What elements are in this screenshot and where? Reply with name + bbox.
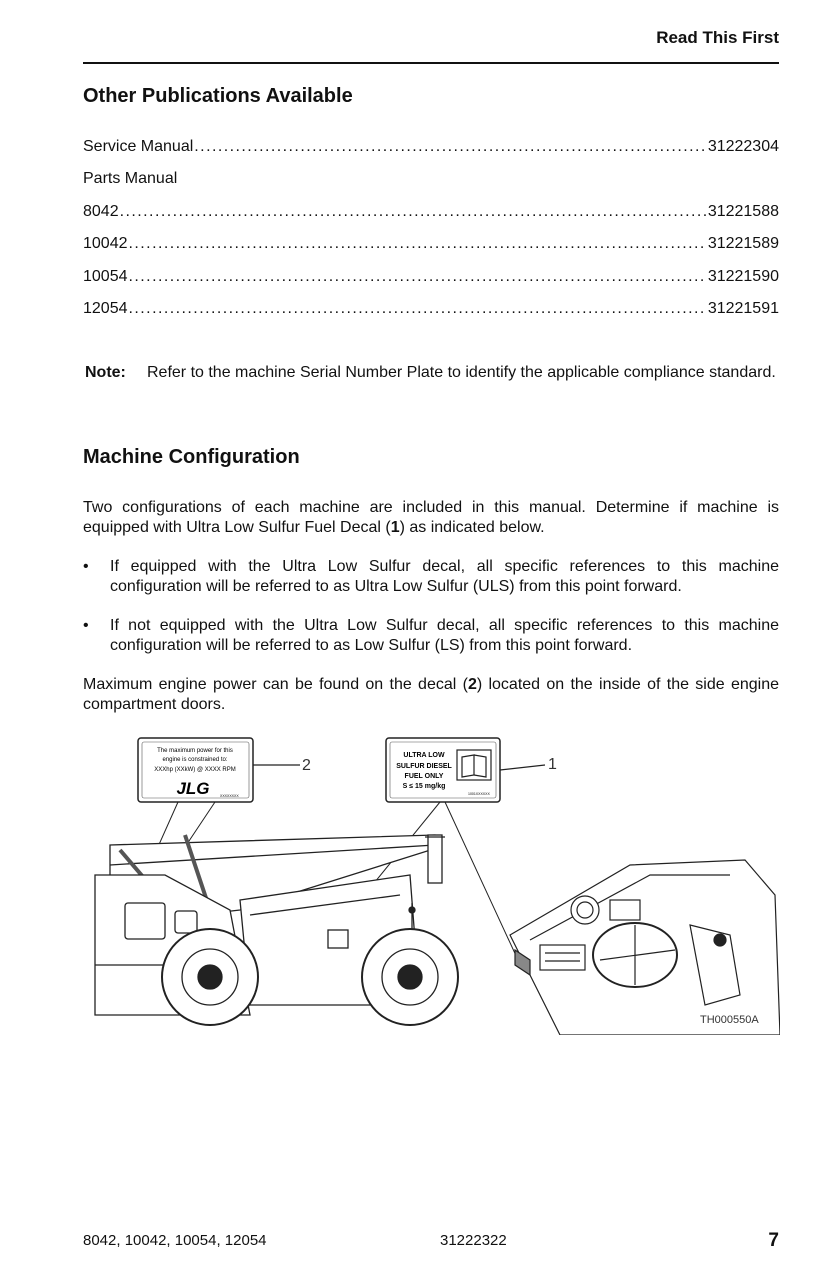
toc-leader-dots <box>129 300 707 318</box>
engine-power-paragraph <box>83 675 779 715</box>
toc-leader-dots <box>194 138 707 156</box>
decal1-line: FUEL ONLY <box>404 773 444 780</box>
callout-2: 2 <box>302 757 311 774</box>
decal2-line: engine is constrained to: <box>162 757 228 763</box>
toc-number: 31221589 <box>707 235 779 252</box>
decal2-line: The maximum power for this <box>157 748 233 754</box>
config-intro-text-end: ) as indicated below. <box>399 519 545 536</box>
note-label: Note: <box>85 364 126 381</box>
toc-label: 12054 <box>83 300 128 317</box>
power-text-end: ) located on the inside of the side engine compartment doors. <box>83 676 780 713</box>
callout-1: 1 <box>548 756 557 773</box>
parts-manual-label: Parts Manual <box>83 170 178 187</box>
toc-leader-dots <box>129 235 707 253</box>
max-power-decal <box>138 738 253 802</box>
note-text: Refer to the machine Serial Number Plate to identify the applicable compliance standard. <box>147 364 776 381</box>
publications-heading: Other Publications Available <box>83 85 353 107</box>
bullet-uls <box>83 557 779 597</box>
toc-parts-10042 <box>83 235 779 253</box>
manual-book-icon <box>457 750 491 780</box>
decal1-code: 1001XXXXXX <box>468 792 490 796</box>
toc-leader-dots <box>120 203 707 221</box>
toc-leader-dots <box>129 268 707 286</box>
page-number: 7 <box>768 1230 779 1251</box>
toc-parts-12054 <box>83 300 779 318</box>
note-block <box>85 362 779 383</box>
toc-label: 10054 <box>83 268 128 285</box>
decal2-line: XXXhp (XXkW) @ XXXX RPM <box>154 767 236 773</box>
toc-number: 31221591 <box>707 300 779 317</box>
decal1-line: S ≤ 15 mg/kg <box>402 783 446 790</box>
decal-ref-2: 2 <box>467 676 477 693</box>
toc-label: 8042 <box>83 203 119 220</box>
bullet-symbol: • <box>83 558 89 575</box>
figure-id: TH000550A <box>700 1014 759 1026</box>
decal1-line: SULFUR DIESEL <box>396 763 452 770</box>
bullet-text: If equipped with the Ultra Low Sulfur decal, all specific references to this machine configuration will be referred to as Ultra Low Sulfur (ULS) from this point forward. <box>110 558 779 595</box>
uls-decal <box>386 738 500 802</box>
decal1-line: ULTRA LOW <box>403 752 445 759</box>
config-intro-text: Two configurations of each machine are included in this manual. Determine if machine is equipped with Ultra Low Sulfur Fuel Decal ( <box>83 499 779 536</box>
header-rule <box>83 62 779 64</box>
footer-models: 8042, 10042, 10054, 12054 <box>83 1232 267 1249</box>
decal2-code: XXXXXXXX <box>220 794 239 798</box>
toc-label: Service Manual <box>83 138 194 155</box>
cab-interior-illustration <box>510 860 780 1035</box>
toc-parts-8042 <box>83 203 779 221</box>
config-intro <box>83 498 779 538</box>
machine-figure <box>90 735 780 1035</box>
header-title: Read This First <box>656 28 779 47</box>
footer-doc-number: 31222322 <box>440 1232 507 1249</box>
jlg-logo: JLG <box>176 779 210 798</box>
bullet-symbol: • <box>83 617 89 634</box>
toc-number: 31222304 <box>707 138 779 155</box>
bullet-text: If not equipped with the Ultra Low Sulfur decal, all specific references to this machine configuration will be referred to as Low Sulfur (LS) from this point forward. <box>110 617 779 654</box>
toc-parts-10054 <box>83 268 779 286</box>
decal-ref-1: 1 <box>390 519 400 536</box>
toc-number: 31221590 <box>707 268 779 285</box>
toc-label: 10042 <box>83 235 128 252</box>
config-heading: Machine Configuration <box>83 446 300 468</box>
bullet-ls <box>83 616 779 656</box>
toc-number: 31221588 <box>707 203 779 220</box>
toc-service-manual <box>83 138 779 156</box>
telehandler-illustration <box>95 835 458 1025</box>
power-text: Maximum engine power can be found on the decal ( <box>83 676 468 693</box>
